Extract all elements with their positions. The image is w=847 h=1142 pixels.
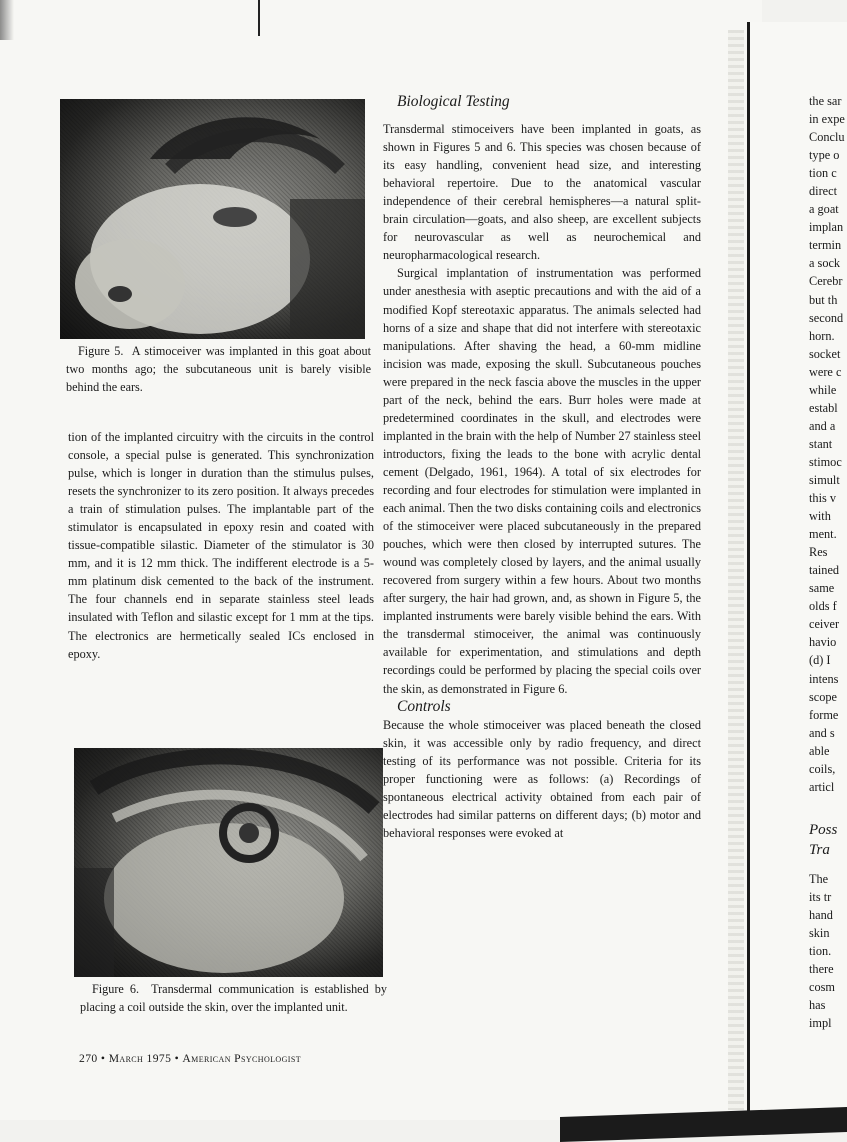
facing-page-line: second: [809, 310, 844, 325]
facing-page-line: Conclu: [809, 130, 845, 145]
facing-page-line: simult: [809, 472, 840, 487]
facing-page-line: has: [809, 998, 826, 1013]
page-number: 270: [79, 1052, 98, 1065]
facing-page-line: skin: [809, 925, 830, 940]
facing-page-line: horn.: [809, 328, 835, 343]
facing-page-line: intens: [809, 671, 839, 686]
facing-page-line: while: [809, 382, 837, 397]
figure-5-caption: [66, 342, 371, 396]
facing-page-line: but th: [809, 292, 838, 307]
facing-page-heading: Tra: [809, 841, 830, 858]
footer-separator: •: [100, 1052, 106, 1065]
facing-page-line: cosm: [809, 980, 835, 995]
facing-page-line: were c: [809, 364, 842, 379]
facing-page-line: scope: [809, 689, 837, 704]
facing-page-line: in expe: [809, 112, 845, 127]
facing-page-line: forme: [809, 707, 839, 722]
facing-page-line: this v: [809, 491, 836, 506]
scan-mark: [258, 0, 260, 36]
body-paragraph: Transdermal stimoceivers have been implanted in goats, as shown in Figures 5 and 6. This species was chosen because of its easy handling, convenient head size, and interesting behavioral repertoire. Due to the anatomical vascular independence of their cerebral hemispheres—a natural split-brain circulation—goats, and also sheep, are excellent subjects for neurovascular as well as neurochemical and neuropharmacological research.: [383, 122, 701, 263]
journal-name: American Psychologist: [182, 1052, 301, 1065]
facing-page-line: type o: [809, 148, 840, 163]
facing-page-line: hand: [809, 907, 833, 922]
facing-page-line: its tr: [809, 889, 832, 904]
figure-5-label: Figure 5.: [78, 344, 124, 358]
facing-page-line: Res: [809, 545, 828, 560]
scan-edge-shadow: [0, 0, 14, 40]
facing-page-line: stant: [809, 436, 833, 451]
footer-separator: •: [174, 1052, 180, 1065]
facing-page-line: coils,: [809, 761, 836, 776]
facing-page-line: ceiver: [809, 617, 840, 632]
facing-page-line: termin: [809, 238, 842, 253]
facing-page-heading: Poss: [809, 821, 838, 838]
facing-page-line: a sock: [809, 256, 841, 271]
right-column: [383, 93, 701, 842]
facing-page-line: impl: [809, 1016, 832, 1031]
facing-page-line: a goat: [809, 202, 839, 217]
facing-page-line: direct: [809, 184, 837, 199]
facing-page-line: articl: [809, 779, 835, 794]
facing-page-line: (d) I: [809, 653, 831, 668]
section-heading-biological-testing: Biological Testing: [397, 93, 510, 110]
page-footer: [79, 1052, 301, 1065]
left-column-body: [68, 428, 374, 663]
facing-page-text: [809, 92, 847, 1032]
facing-page-line: tion c: [809, 166, 837, 181]
figure-6-text: Transdermal communication is established by placing a coil outside the skin, over the implanted unit.: [80, 982, 387, 1014]
page-gutter: [728, 30, 744, 1110]
body-paragraph: tion of the implanted circuitry with the circuits in the control console, a special pulse is generated. This synchronization pulse, which is longer in duration than the stimulus pulses, resets the synchronizer to its zero position. It always precedes a train of stimulation pulses. The implantable part of the stimulator is encapsulated in epoxy resin and coated with tissue-compatible silastic. Diameter of the stimulator is 30 mm, and it is 12 mm thick. The indifferent electrode is a 5-mm platinum disk cemented to the back of the instrument. The four channels end in separate stainless steel leads insulated with Teflon and silastic except for 1 mm at the tips. The electronics are hermetically sealed ICs enclosed in epoxy.: [68, 430, 374, 661]
facing-page-line: tion.: [809, 944, 832, 959]
facing-page-line: with: [809, 509, 831, 524]
facing-page-line: ment.: [809, 527, 837, 542]
body-paragraph: Because the whole stimoceiver was placed beneath the closed skin, it was accessible only by radio frequency, and direct testing of its performance was not possible. Criteria for its proper functioning were as follows: (a) Recordings of spontaneous electrical activity obtained from each pair of electrodes had similar patterns on different days; (b) motor and behavioral responses were evoked at: [383, 717, 701, 840]
goat-illustration: [60, 99, 365, 339]
facing-page-line: establ: [809, 400, 838, 415]
figure-6-caption: [80, 980, 387, 1016]
figure-6-label: Figure 6.: [92, 982, 140, 996]
facing-page-line: and s: [809, 725, 835, 740]
facing-page-line: same: [809, 581, 835, 596]
facing-page-line: stimoc: [809, 454, 842, 469]
body-paragraph: Surgical implantation of instrumentation was performed under anesthesia with aseptic precautions and with the aid of a modified Kopf stereotaxic apparatus. The animals selected had horns of a size and shape that did not interfere with stereotaxic manipulations. After shaving the head, a 60-mm midline incision was made, exposing the skull. Subcutaneous pouches were prepared in the neck fascia above the muscles in the upper part of the neck, behind the ears. Burr holes were made at predetermined coordinates in the skull, and electrodes were implanted in the brain with the help of Number 27 stainless steel introductors, fixing the leads to the bone with acrylic dental cement (Delgado, 1961, 1964). A total of six electrodes for recording and four electrodes for stimulation were implanted in each animal. Then the two disks containing coils and electronics of the stimoceiver were placed subcutaneously in the prepared pouches, which were then closed by interrupted sutures. The wound was completely closed by layers, and the animal usually recovered from surgery within a few hours. About two months after surgery, the hair had grown, and, as shown in Figure 5, the implanted instruments were barely visible behind the ears. With the transdermal stimoceiver, the animal was continuously available for experimentation, and stimulations and depth recordings could be performed by placing the special coils over the skin, as demonstrated in Figure 6.: [383, 266, 701, 696]
facing-page-line: the sar: [809, 94, 842, 108]
issue-date: March 1975: [108, 1052, 172, 1065]
facing-page-line: havio: [809, 635, 837, 650]
coil-illustration: [74, 748, 383, 977]
facing-page-line: olds f: [809, 599, 837, 614]
section-heading-controls: Controls: [397, 697, 451, 715]
facing-page-line: socket: [809, 346, 841, 361]
facing-page-line: and a: [809, 418, 836, 433]
facing-page-line: able: [809, 743, 830, 758]
figure-5-text: A stimoceiver was implanted in this goat about two months ago; the subcutaneous unit is barely visible behind the ears.: [66, 344, 372, 394]
facing-page-line: implan: [809, 220, 844, 235]
facing-page-line: tained: [809, 563, 840, 578]
facing-page-line: there: [809, 962, 834, 977]
facing-page-line: Cerebr: [809, 274, 843, 289]
facing-page-line: The: [809, 871, 829, 886]
figure-5-goat-photo: [60, 99, 365, 339]
figure-6-coil-photo: [74, 748, 383, 977]
facing-page: [747, 22, 847, 1115]
